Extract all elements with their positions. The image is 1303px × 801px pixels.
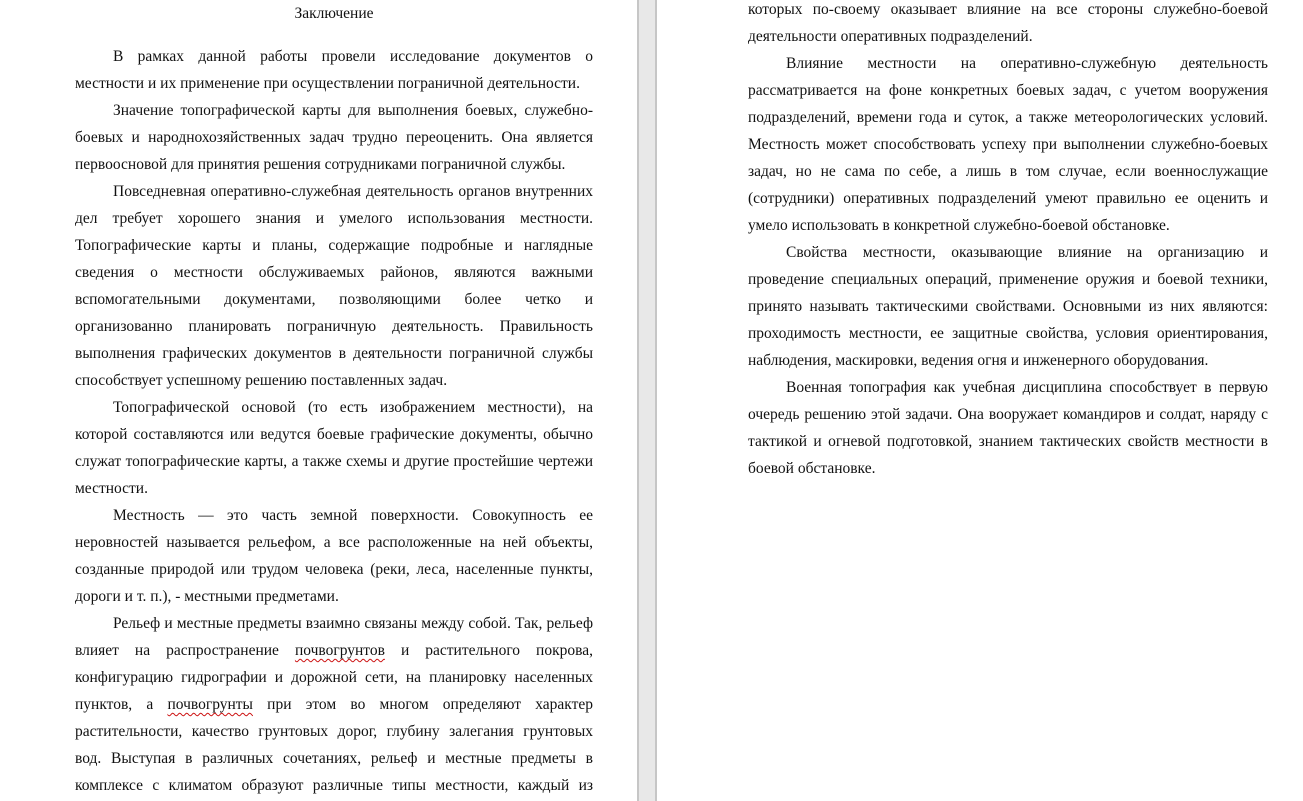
text-run[interactable]: растительности, качество грунтовых дорог, глубину залегания грунтовых: [75, 723, 593, 740]
text-run[interactable]: Свойства местности, оказывающие влияние на организацию и: [786, 244, 1268, 261]
text-run[interactable]: Влияние местности на оперативно-служебную деятельность: [786, 55, 1268, 72]
paragraph: [75, 178, 593, 394]
document-page-2[interactable]: [657, 0, 1303, 801]
text-line[interactable]: [748, 428, 1268, 455]
text-run[interactable]: задач, но не сама по себе, а лишь в том случае, если военнослужащие: [748, 163, 1268, 180]
page-gap-divider: [637, 0, 657, 801]
text-run[interactable]: способствует успешному решению поставленных задач.: [75, 372, 448, 389]
text-line[interactable]: [75, 718, 593, 745]
text-run[interactable]: неровностей называется рельефом, а все расположенные на ней объекты,: [75, 534, 593, 551]
paragraph: [748, 50, 1268, 239]
text-line[interactable]: [748, 401, 1268, 428]
text-line[interactable]: [748, 374, 1268, 401]
text-line[interactable]: [75, 556, 593, 583]
text-line[interactable]: [75, 475, 593, 502]
page-1-text-body: [75, 0, 593, 799]
misspelled-word[interactable]: почвогрунтов: [294, 642, 385, 659]
text-run[interactable]: которых по-своему оказывает влияние на все стороны служебно-боевой: [748, 1, 1268, 18]
text-run[interactable]: принято называть тактическими свойствами. Основными из них являются:: [748, 298, 1268, 315]
text-run[interactable]: тактикой и огневой подготовкой, знанием тактических свойств местности в: [748, 433, 1268, 450]
text-run[interactable]: Местность — это часть земной поверхности. Совокупность ее: [113, 507, 593, 524]
document-page-1[interactable]: [0, 0, 637, 801]
page-2-text-body: [748, 0, 1268, 482]
text-line[interactable]: [75, 340, 593, 367]
text-line[interactable]: [75, 772, 593, 799]
text-run[interactable]: боевых и народнохозяйственных задач трудно переоценить. Она является: [75, 129, 593, 146]
text-line[interactable]: [75, 178, 593, 205]
text-line[interactable]: [748, 455, 1268, 482]
text-line[interactable]: [748, 185, 1268, 212]
text-line[interactable]: [748, 293, 1268, 320]
text-line[interactable]: [75, 259, 593, 286]
text-run[interactable]: проходимость местности, ее защитные свойства, условия ориентирования,: [748, 325, 1268, 342]
text-run[interactable]: вспомогательными документами, позволяющими более четко и: [75, 291, 593, 308]
text-run[interactable]: служат топографические карты, а также схемы и другие простейшие чертежи: [75, 453, 593, 470]
text-line[interactable]: [748, 23, 1268, 50]
text-run[interactable]: очередь решению этой задачи. Она вооружает командиров и солдат, наряду с: [748, 406, 1268, 423]
text-run[interactable]: созданные природой или трудом человека (реки, леса, населенные пункты,: [75, 561, 593, 578]
text-run[interactable]: умело использовать в конкретной служебно-боевой обстановке.: [748, 217, 1170, 234]
text-line[interactable]: [75, 313, 593, 340]
text-run[interactable]: Топографической основой (то есть изображением местности), на: [113, 399, 593, 416]
text-line[interactable]: [748, 0, 1268, 23]
text-run[interactable]: сведения о местности обслуживаемых районов, являются важными: [75, 264, 593, 281]
text-line[interactable]: [75, 502, 593, 529]
text-run[interactable]: при этом во многом определяют характер: [252, 696, 593, 713]
paragraph: [748, 0, 1268, 50]
text-line[interactable]: [75, 70, 593, 97]
paragraph: [748, 239, 1268, 374]
text-run[interactable]: Значение топографической карты для выполнения боевых, служебно-: [113, 102, 593, 119]
text-run[interactable]: Топографические карты и планы, содержащие подробные и наглядные: [75, 237, 593, 254]
text-run[interactable]: боевой обстановке.: [748, 460, 876, 477]
text-line[interactable]: [75, 232, 593, 259]
text-line[interactable]: [75, 205, 593, 232]
text-line[interactable]: [748, 50, 1268, 77]
text-line[interactable]: [75, 286, 593, 313]
text-run[interactable]: наблюдения, маскировки, ведения огня и инженерного оборудования.: [748, 352, 1209, 369]
text-run[interactable]: Рельеф и местные предметы взаимно связаны между собой. Так, рельеф: [113, 615, 593, 632]
text-line[interactable]: [748, 320, 1268, 347]
text-run[interactable]: влияет на распространение: [75, 642, 295, 659]
text-line[interactable]: [75, 583, 593, 610]
text-line[interactable]: [748, 347, 1268, 374]
text-run[interactable]: организованно планировать пограничную деятельность. Правильность: [75, 318, 593, 335]
text-line[interactable]: [75, 448, 593, 475]
document-title[interactable]: Заключение: [294, 5, 374, 22]
misspelled-word[interactable]: почвогрунты: [167, 696, 253, 713]
text-line[interactable]: [75, 529, 593, 556]
text-line[interactable]: [75, 394, 593, 421]
text-run[interactable]: местности и их применение при осуществлении пограничной деятельности.: [75, 75, 580, 92]
text-line[interactable]: [75, 610, 593, 637]
text-run[interactable]: и растительного покрова,: [384, 642, 593, 659]
text-line[interactable]: [75, 745, 593, 772]
text-run[interactable]: которой составляются или ведутся боевые графические документы, обычно: [75, 426, 593, 443]
text-run[interactable]: дел требует хорошего знания и умелого использования местности.: [75, 210, 593, 227]
paragraph: [75, 610, 593, 799]
text-run[interactable]: (сотрудники) оперативных подразделений умеют правильно ее оценить и: [748, 190, 1268, 207]
text-run[interactable]: Повседневная оперативно-служебная деятельность органов внутренних: [113, 183, 593, 200]
text-line[interactable]: [748, 239, 1268, 266]
text-line[interactable]: [748, 104, 1268, 131]
text-run[interactable]: деятельности оперативных подразделений.: [748, 28, 1033, 45]
text-run[interactable]: Местность может способствовать успеху при выполнении служебно-боевых: [748, 136, 1268, 153]
text-line[interactable]: [75, 43, 593, 70]
text-line[interactable]: [748, 266, 1268, 293]
text-run[interactable]: пунктов, а: [75, 696, 168, 713]
paragraph: [75, 502, 593, 610]
paragraph: [75, 97, 593, 178]
text-line[interactable]: [75, 637, 593, 664]
text-run[interactable]: первоосновой для принятия решения сотрудниками пограничной службы.: [75, 156, 566, 173]
text-line[interactable]: [748, 212, 1268, 239]
paragraph: [75, 394, 593, 502]
text-line[interactable]: [75, 691, 593, 718]
text-line[interactable]: [75, 151, 593, 178]
paragraph: [75, 43, 593, 97]
text-line[interactable]: [75, 664, 593, 691]
title-spacer: [75, 27, 593, 43]
text-run[interactable]: подразделений, времени года и суток, а также метеорологических условий.: [748, 109, 1268, 126]
text-line[interactable]: [748, 131, 1268, 158]
text-run[interactable]: проведение специальных операций, применение оружия и боевой техники,: [748, 271, 1268, 288]
text-run[interactable]: Военная топография как учебная дисциплина способствует в первую: [786, 379, 1268, 396]
text-line[interactable]: [75, 421, 593, 448]
text-run[interactable]: выполнения графических документов в деятельности пограничной службы: [75, 345, 593, 362]
text-run[interactable]: комплексе с климатом образуют различные типы местности, каждый из: [75, 777, 593, 794]
text-line[interactable]: [75, 124, 593, 151]
text-line[interactable]: [75, 97, 593, 124]
text-run[interactable]: местности.: [75, 480, 148, 497]
text-run[interactable]: В рамках данной работы провели исследование документов о: [113, 48, 593, 65]
paragraph: [748, 374, 1268, 482]
text-run[interactable]: дороги и т. п.), - местными предметами.: [75, 588, 339, 605]
text-run[interactable]: вод. Выступая в различных сочетаниях, рельеф и местные предметы в: [75, 750, 593, 767]
text-run[interactable]: конфигурацию гидрографии и дорожной сети, на планировку населенных: [75, 669, 593, 686]
text-line[interactable]: [75, 367, 593, 394]
text-line[interactable]: [748, 158, 1268, 185]
text-line[interactable]: [748, 77, 1268, 104]
text-run[interactable]: рассматривается на фоне конкретных боевых задач, с учетом вооружения: [748, 82, 1268, 99]
